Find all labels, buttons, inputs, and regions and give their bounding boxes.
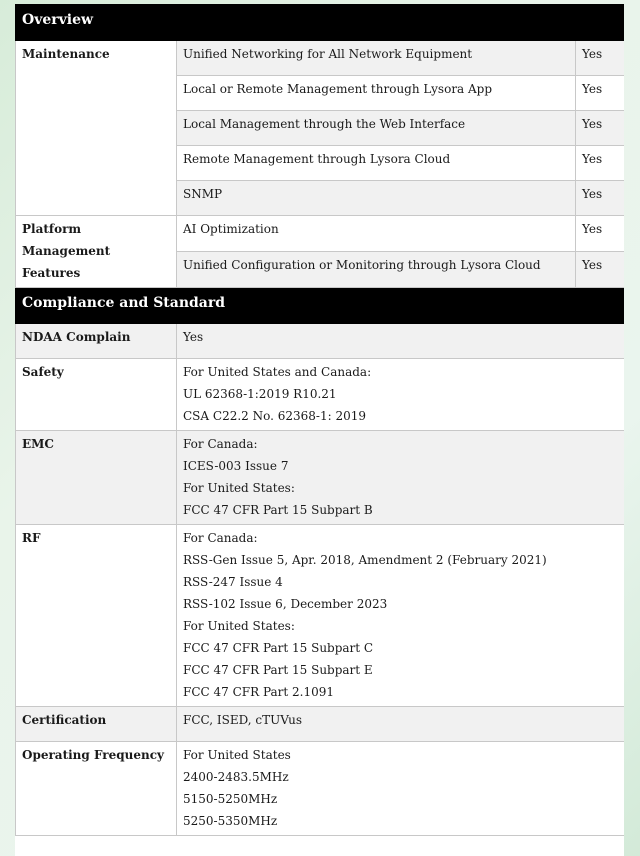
table-row xyxy=(16,41,625,76)
table-row xyxy=(16,359,625,431)
value-line: For Canada: xyxy=(183,437,258,451)
value-line: For United States: xyxy=(183,481,295,495)
value-line: For United States and Canada: xyxy=(183,365,372,379)
feature-cell: Unified Configuration or Monitoring through Lysora Cloud xyxy=(177,252,576,288)
value-line: 2400-2483.5MHz xyxy=(183,770,289,784)
feature-cell: SNMP xyxy=(177,181,576,216)
row-label-safety: Safety xyxy=(16,359,177,431)
row-label-emc: EMC xyxy=(16,431,177,525)
table-row xyxy=(16,216,625,252)
feature-cell: Remote Management through Lysora Cloud xyxy=(177,146,576,181)
table-row xyxy=(16,324,625,359)
row-label-rf: RF xyxy=(16,525,177,707)
section-header-compliance xyxy=(16,288,625,324)
value-line: For Canada: xyxy=(183,531,258,545)
value-line: FCC, ISED, cTUVus xyxy=(183,713,303,727)
value-line: ICES-003 Issue 7 xyxy=(183,459,289,473)
overview-heading: Overview xyxy=(16,5,625,41)
value-cell xyxy=(177,707,625,742)
row-label-operating-frequency: Operating Frequency xyxy=(16,742,177,836)
value-line: RSS-102 Issue 6, December 2023 xyxy=(183,597,388,611)
value-cell: Yes xyxy=(576,76,625,111)
value-line: For United States xyxy=(183,748,291,762)
value-cell: Yes xyxy=(576,252,625,288)
row-label-ndaa: NDAA Complain xyxy=(16,324,177,359)
value-line: FCC 47 CFR Part 2.1091 xyxy=(183,685,334,699)
feature-cell: AI Optimization xyxy=(177,216,576,252)
value-line: CSA C22.2 No. 62368-1: 2019 xyxy=(183,409,366,423)
table-row xyxy=(16,525,625,707)
value-line: UL 62368-1:2019 R10.21 xyxy=(183,387,337,401)
row-label-platform-management: Platform Management Features xyxy=(16,216,177,288)
spec-table xyxy=(15,4,624,836)
table-row xyxy=(16,707,625,742)
feature-cell: Local or Remote Management through Lysora App xyxy=(177,76,576,111)
value-line: 5250-5350MHz xyxy=(183,814,278,828)
compliance-heading: Compliance and Standard xyxy=(16,288,625,324)
value-cell: Yes xyxy=(576,181,625,216)
value-cell: Yes xyxy=(576,41,625,76)
value-cell: Yes xyxy=(576,146,625,181)
value-line: 5150-5250MHz xyxy=(183,792,278,806)
value-line: FCC 47 CFR Part 15 Subpart E xyxy=(183,663,373,677)
value-cell xyxy=(177,742,625,836)
value-cell xyxy=(177,324,625,359)
value-cell xyxy=(177,431,625,525)
value-cell xyxy=(177,525,625,707)
value-line: FCC 47 CFR Part 15 Subpart B xyxy=(183,503,373,517)
table-row xyxy=(16,742,625,836)
section-header-overview xyxy=(16,5,625,41)
row-label-certification: Certification xyxy=(16,707,177,742)
value-line: RSS-247 Issue 4 xyxy=(183,575,283,589)
value-cell: Yes xyxy=(576,111,625,146)
value-cell: Yes xyxy=(576,216,625,252)
feature-cell: Unified Networking for All Network Equipment xyxy=(177,41,576,76)
feature-cell: Local Management through the Web Interface xyxy=(177,111,576,146)
row-label-maintenance: Maintenance xyxy=(16,41,177,216)
value-line: FCC 47 CFR Part 15 Subpart C xyxy=(183,641,374,655)
spec-sheet xyxy=(15,4,624,856)
value-cell xyxy=(177,359,625,431)
value-line: For United States: xyxy=(183,619,295,633)
value-line: Yes xyxy=(183,330,204,344)
value-line: RSS-Gen Issue 5, Apr. 2018, Amendment 2 (February 2021) xyxy=(183,553,547,567)
table-row xyxy=(16,431,625,525)
